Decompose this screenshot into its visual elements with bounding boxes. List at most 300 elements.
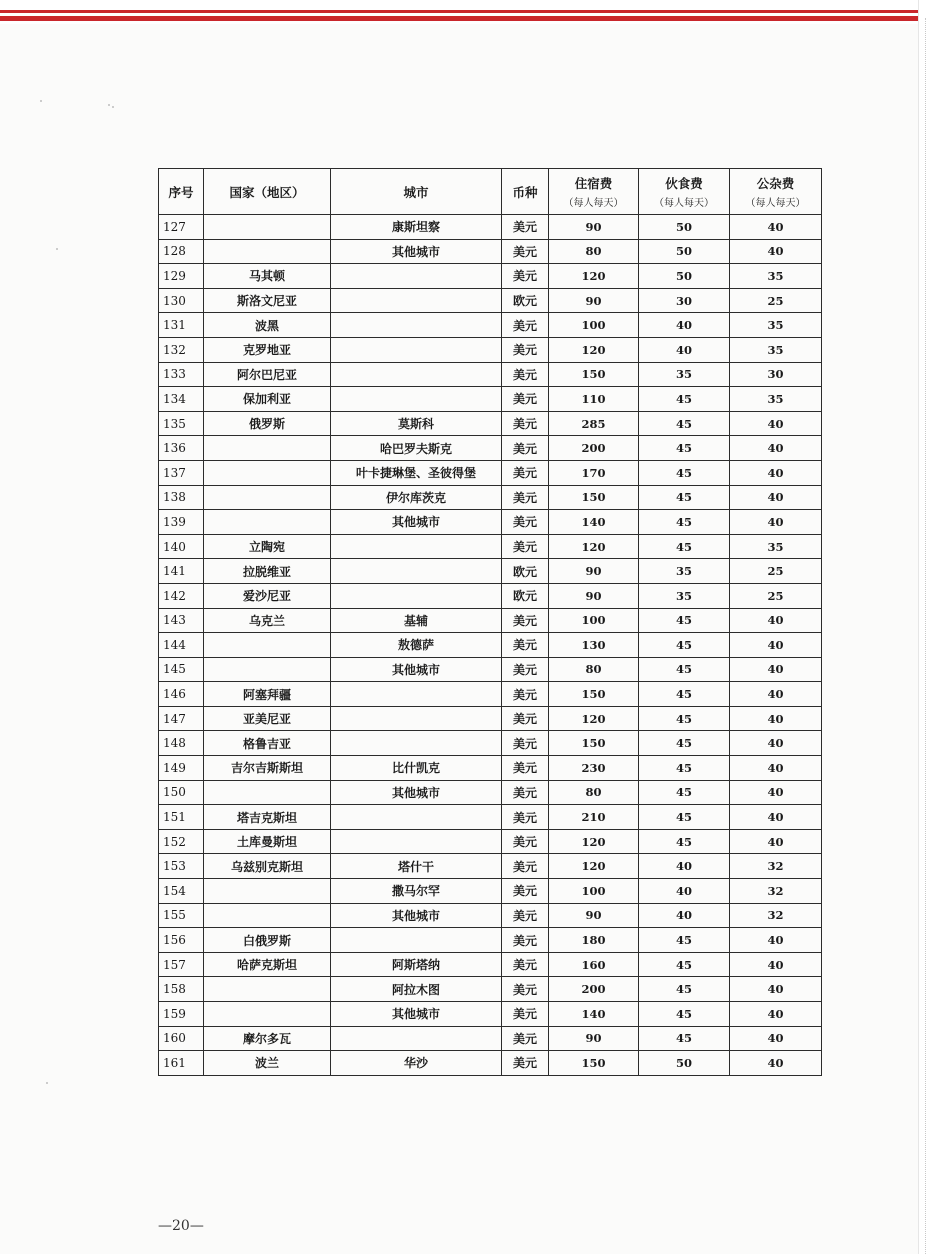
cell-meals: 50 bbox=[639, 264, 730, 289]
cell-currency: 美元 bbox=[502, 215, 549, 240]
cell-currency: 美元 bbox=[502, 411, 549, 436]
table-row bbox=[159, 387, 822, 412]
cell-seq: 151 bbox=[159, 805, 204, 830]
cell-misc: 40 bbox=[730, 239, 822, 264]
cell-country: 克罗地亚 bbox=[204, 337, 331, 362]
cell-currency: 美元 bbox=[502, 485, 549, 510]
table-row bbox=[159, 608, 822, 633]
cell-meals: 45 bbox=[639, 756, 730, 781]
table-row bbox=[159, 215, 822, 240]
table-row bbox=[159, 460, 822, 485]
table-row bbox=[159, 633, 822, 658]
cell-city: 其他城市 bbox=[331, 657, 502, 682]
cell-misc: 40 bbox=[730, 731, 822, 756]
cell-lodging: 150 bbox=[549, 731, 639, 756]
cell-seq: 157 bbox=[159, 952, 204, 977]
header-country: 国家（地区） bbox=[204, 169, 331, 215]
table-row bbox=[159, 657, 822, 682]
cell-lodging: 150 bbox=[549, 485, 639, 510]
table-row bbox=[159, 1051, 822, 1076]
cell-city: 叶卡捷琳堡、圣彼得堡 bbox=[331, 460, 502, 485]
cell-misc: 40 bbox=[730, 780, 822, 805]
cell-lodging: 90 bbox=[549, 1026, 639, 1051]
cell-lodging: 80 bbox=[549, 780, 639, 805]
cell-currency: 美元 bbox=[502, 731, 549, 756]
cell-misc: 40 bbox=[730, 952, 822, 977]
cell-city: 基辅 bbox=[331, 608, 502, 633]
cell-misc: 40 bbox=[730, 485, 822, 510]
cell-currency: 美元 bbox=[502, 633, 549, 658]
cell-meals: 40 bbox=[639, 903, 730, 928]
scan-speck bbox=[112, 106, 114, 108]
cell-city bbox=[331, 288, 502, 313]
cell-seq: 147 bbox=[159, 706, 204, 731]
table-row bbox=[159, 829, 822, 854]
table-row bbox=[159, 780, 822, 805]
table-row bbox=[159, 264, 822, 289]
table-row bbox=[159, 411, 822, 436]
cell-seq: 146 bbox=[159, 682, 204, 707]
cell-lodging: 90 bbox=[549, 559, 639, 584]
table-row bbox=[159, 928, 822, 953]
cell-currency: 美元 bbox=[502, 313, 549, 338]
cell-misc: 35 bbox=[730, 534, 822, 559]
cell-city: 其他城市 bbox=[331, 1002, 502, 1027]
cell-meals: 45 bbox=[639, 387, 730, 412]
cell-misc: 40 bbox=[730, 756, 822, 781]
cell-country: 格鲁吉亚 bbox=[204, 731, 331, 756]
cell-currency: 美元 bbox=[502, 928, 549, 953]
cell-city: 阿拉木图 bbox=[331, 977, 502, 1002]
cell-country: 保加利亚 bbox=[204, 387, 331, 412]
cell-lodging: 90 bbox=[549, 288, 639, 313]
cell-city bbox=[331, 337, 502, 362]
cell-currency: 美元 bbox=[502, 805, 549, 830]
table-row bbox=[159, 977, 822, 1002]
cell-country bbox=[204, 239, 331, 264]
cell-city bbox=[331, 829, 502, 854]
cell-misc: 40 bbox=[730, 657, 822, 682]
table-row bbox=[159, 510, 822, 535]
cell-seq: 156 bbox=[159, 928, 204, 953]
header-misc bbox=[730, 169, 822, 215]
cell-city: 华沙 bbox=[331, 1051, 502, 1076]
cell-misc: 40 bbox=[730, 1051, 822, 1076]
cell-currency: 美元 bbox=[502, 1051, 549, 1076]
table-row bbox=[159, 313, 822, 338]
cell-lodging: 120 bbox=[549, 264, 639, 289]
cell-misc: 40 bbox=[730, 928, 822, 953]
cell-seq: 131 bbox=[159, 313, 204, 338]
header-currency: 币种 bbox=[502, 169, 549, 215]
table-row bbox=[159, 239, 822, 264]
cell-meals: 45 bbox=[639, 829, 730, 854]
cell-seq: 137 bbox=[159, 460, 204, 485]
cell-country bbox=[204, 215, 331, 240]
cell-seq: 130 bbox=[159, 288, 204, 313]
cell-seq: 141 bbox=[159, 559, 204, 584]
cell-city bbox=[331, 313, 502, 338]
cell-country bbox=[204, 510, 331, 535]
cell-currency: 美元 bbox=[502, 1002, 549, 1027]
cell-city: 哈巴罗夫斯克 bbox=[331, 436, 502, 461]
cell-city: 伊尔库茨克 bbox=[331, 485, 502, 510]
cell-seq: 154 bbox=[159, 879, 204, 904]
cell-lodging: 110 bbox=[549, 387, 639, 412]
header-city: 城市 bbox=[331, 169, 502, 215]
cell-country: 马其顿 bbox=[204, 264, 331, 289]
cell-city: 其他城市 bbox=[331, 903, 502, 928]
cell-meals: 45 bbox=[639, 952, 730, 977]
cell-country: 波黑 bbox=[204, 313, 331, 338]
cell-lodging: 180 bbox=[549, 928, 639, 953]
cell-seq: 134 bbox=[159, 387, 204, 412]
cell-currency: 欧元 bbox=[502, 559, 549, 584]
cell-country: 摩尔多瓦 bbox=[204, 1026, 331, 1051]
cell-lodging: 120 bbox=[549, 854, 639, 879]
cell-lodging: 150 bbox=[549, 682, 639, 707]
travel-fee-table bbox=[158, 168, 822, 1076]
cell-city: 其他城市 bbox=[331, 780, 502, 805]
table-row bbox=[159, 879, 822, 904]
header-lodging-label: 住宿费 bbox=[574, 176, 613, 191]
cell-misc: 35 bbox=[730, 387, 822, 412]
cell-country: 爱沙尼亚 bbox=[204, 583, 331, 608]
cell-country bbox=[204, 485, 331, 510]
cell-misc: 40 bbox=[730, 1002, 822, 1027]
cell-meals: 40 bbox=[639, 337, 730, 362]
cell-currency: 美元 bbox=[502, 682, 549, 707]
cell-city bbox=[331, 583, 502, 608]
cell-currency: 美元 bbox=[502, 977, 549, 1002]
cell-lodging: 120 bbox=[549, 534, 639, 559]
cell-misc: 40 bbox=[730, 215, 822, 240]
cell-country: 哈萨克斯坦 bbox=[204, 952, 331, 977]
cell-meals: 35 bbox=[639, 583, 730, 608]
scan-speck bbox=[40, 100, 42, 102]
table-row bbox=[159, 583, 822, 608]
cell-currency: 美元 bbox=[502, 264, 549, 289]
cell-city: 比什凯克 bbox=[331, 756, 502, 781]
cell-misc: 30 bbox=[730, 362, 822, 387]
cell-seq: 129 bbox=[159, 264, 204, 289]
cell-city: 其他城市 bbox=[331, 510, 502, 535]
cell-seq: 150 bbox=[159, 780, 204, 805]
cell-city bbox=[331, 682, 502, 707]
cell-seq: 143 bbox=[159, 608, 204, 633]
cell-country bbox=[204, 879, 331, 904]
header-lodging-unit: （每人每天） bbox=[563, 198, 624, 209]
cell-city bbox=[331, 534, 502, 559]
cell-lodging: 120 bbox=[549, 829, 639, 854]
cell-currency: 美元 bbox=[502, 510, 549, 535]
cell-meals: 45 bbox=[639, 534, 730, 559]
cell-misc: 40 bbox=[730, 805, 822, 830]
cell-lodging: 230 bbox=[549, 756, 639, 781]
cell-seq: 149 bbox=[159, 756, 204, 781]
cell-lodging: 200 bbox=[549, 436, 639, 461]
scan-speck bbox=[46, 1082, 48, 1084]
cell-lodging: 120 bbox=[549, 706, 639, 731]
scan-speck bbox=[56, 248, 58, 250]
table-body bbox=[159, 215, 822, 1076]
cell-lodging: 120 bbox=[549, 337, 639, 362]
cell-misc: 25 bbox=[730, 583, 822, 608]
cell-seq: 144 bbox=[159, 633, 204, 658]
cell-seq: 159 bbox=[159, 1002, 204, 1027]
cell-misc: 35 bbox=[730, 264, 822, 289]
table-row bbox=[159, 1026, 822, 1051]
cell-city: 康斯坦察 bbox=[331, 215, 502, 240]
cell-country bbox=[204, 977, 331, 1002]
cell-country bbox=[204, 460, 331, 485]
cell-misc: 40 bbox=[730, 510, 822, 535]
cell-city: 敖德萨 bbox=[331, 633, 502, 658]
cell-currency: 美元 bbox=[502, 706, 549, 731]
cell-currency: 美元 bbox=[502, 387, 549, 412]
cell-currency: 美元 bbox=[502, 780, 549, 805]
cell-seq: 135 bbox=[159, 411, 204, 436]
cell-country: 立陶宛 bbox=[204, 534, 331, 559]
cell-meals: 45 bbox=[639, 411, 730, 436]
cell-meals: 45 bbox=[639, 682, 730, 707]
cell-meals: 45 bbox=[639, 460, 730, 485]
cell-currency: 美元 bbox=[502, 608, 549, 633]
cell-meals: 45 bbox=[639, 780, 730, 805]
table-row bbox=[159, 706, 822, 731]
cell-seq: 152 bbox=[159, 829, 204, 854]
cell-lodging: 285 bbox=[549, 411, 639, 436]
table-row bbox=[159, 534, 822, 559]
table-row bbox=[159, 952, 822, 977]
cell-city bbox=[331, 805, 502, 830]
cell-currency: 美元 bbox=[502, 239, 549, 264]
cell-misc: 32 bbox=[730, 903, 822, 928]
cell-lodging: 160 bbox=[549, 952, 639, 977]
cell-misc: 40 bbox=[730, 460, 822, 485]
cell-meals: 50 bbox=[639, 239, 730, 264]
cell-lodging: 90 bbox=[549, 903, 639, 928]
cell-seq: 140 bbox=[159, 534, 204, 559]
cell-city: 其他城市 bbox=[331, 239, 502, 264]
cell-meals: 45 bbox=[639, 608, 730, 633]
cell-country bbox=[204, 903, 331, 928]
cell-misc: 40 bbox=[730, 706, 822, 731]
cell-meals: 35 bbox=[639, 362, 730, 387]
cell-currency: 美元 bbox=[502, 657, 549, 682]
cell-meals: 30 bbox=[639, 288, 730, 313]
cell-city bbox=[331, 928, 502, 953]
cell-misc: 40 bbox=[730, 436, 822, 461]
cell-city: 塔什干 bbox=[331, 854, 502, 879]
cell-misc: 40 bbox=[730, 829, 822, 854]
cell-seq: 160 bbox=[159, 1026, 204, 1051]
cell-seq: 148 bbox=[159, 731, 204, 756]
cell-country: 土库曼斯坦 bbox=[204, 829, 331, 854]
cell-meals: 50 bbox=[639, 1051, 730, 1076]
header-meals bbox=[639, 169, 730, 215]
cell-country bbox=[204, 633, 331, 658]
cell-seq: 128 bbox=[159, 239, 204, 264]
cell-lodging: 150 bbox=[549, 362, 639, 387]
cell-meals: 50 bbox=[639, 215, 730, 240]
table-row bbox=[159, 288, 822, 313]
table-header-row bbox=[159, 169, 822, 215]
cell-seq: 145 bbox=[159, 657, 204, 682]
cell-lodging: 80 bbox=[549, 239, 639, 264]
top-red-rule bbox=[0, 10, 918, 24]
cell-lodging: 80 bbox=[549, 657, 639, 682]
cell-seq: 133 bbox=[159, 362, 204, 387]
cell-lodging: 150 bbox=[549, 1051, 639, 1076]
header-misc-unit: （每人每天） bbox=[745, 198, 806, 209]
cell-misc: 40 bbox=[730, 411, 822, 436]
table-row bbox=[159, 362, 822, 387]
table-row bbox=[159, 731, 822, 756]
header-meals-label: 伙食费 bbox=[665, 176, 703, 191]
scan-speck bbox=[108, 104, 110, 106]
table-row bbox=[159, 1002, 822, 1027]
cell-city: 阿斯塔纳 bbox=[331, 952, 502, 977]
cell-misc: 40 bbox=[730, 633, 822, 658]
cell-currency: 美元 bbox=[502, 854, 549, 879]
cell-city: 莫斯科 bbox=[331, 411, 502, 436]
cell-meals: 45 bbox=[639, 731, 730, 756]
cell-seq: 158 bbox=[159, 977, 204, 1002]
cell-country: 乌克兰 bbox=[204, 608, 331, 633]
cell-lodging: 90 bbox=[549, 215, 639, 240]
cell-lodging: 90 bbox=[549, 583, 639, 608]
cell-meals: 45 bbox=[639, 1002, 730, 1027]
page-number: —20— bbox=[158, 1218, 204, 1234]
cell-currency: 美元 bbox=[502, 903, 549, 928]
table-row bbox=[159, 756, 822, 781]
cell-lodging: 170 bbox=[549, 460, 639, 485]
cell-meals: 45 bbox=[639, 633, 730, 658]
cell-meals: 40 bbox=[639, 879, 730, 904]
cell-country: 阿尔巴尼亚 bbox=[204, 362, 331, 387]
cell-city bbox=[331, 1026, 502, 1051]
header-misc-label: 公杂费 bbox=[756, 176, 795, 191]
cell-country: 俄罗斯 bbox=[204, 411, 331, 436]
header-lodging bbox=[549, 169, 639, 215]
cell-misc: 32 bbox=[730, 879, 822, 904]
cell-city bbox=[331, 559, 502, 584]
cell-meals: 45 bbox=[639, 928, 730, 953]
cell-seq: 153 bbox=[159, 854, 204, 879]
cell-seq: 138 bbox=[159, 485, 204, 510]
cell-currency: 美元 bbox=[502, 756, 549, 781]
table-row bbox=[159, 903, 822, 928]
cell-country: 乌兹别克斯坦 bbox=[204, 854, 331, 879]
cell-meals: 45 bbox=[639, 977, 730, 1002]
cell-meals: 45 bbox=[639, 657, 730, 682]
cell-city bbox=[331, 362, 502, 387]
cell-misc: 32 bbox=[730, 854, 822, 879]
cell-lodging: 100 bbox=[549, 313, 639, 338]
cell-city: 撒马尔罕 bbox=[331, 879, 502, 904]
cell-currency: 美元 bbox=[502, 879, 549, 904]
cell-misc: 40 bbox=[730, 1026, 822, 1051]
cell-seq: 132 bbox=[159, 337, 204, 362]
cell-lodging: 130 bbox=[549, 633, 639, 658]
cell-seq: 127 bbox=[159, 215, 204, 240]
cell-meals: 45 bbox=[639, 436, 730, 461]
header-seq: 序号 bbox=[159, 169, 204, 215]
cell-lodging: 200 bbox=[549, 977, 639, 1002]
cell-currency: 美元 bbox=[502, 1026, 549, 1051]
table-row bbox=[159, 559, 822, 584]
page-right-edge bbox=[918, 0, 942, 1254]
cell-currency: 欧元 bbox=[502, 583, 549, 608]
cell-currency: 美元 bbox=[502, 362, 549, 387]
cell-seq: 142 bbox=[159, 583, 204, 608]
cell-city bbox=[331, 387, 502, 412]
cell-city bbox=[331, 264, 502, 289]
cell-lodging: 210 bbox=[549, 805, 639, 830]
cell-country: 斯洛文尼亚 bbox=[204, 288, 331, 313]
cell-meals: 45 bbox=[639, 706, 730, 731]
cell-currency: 美元 bbox=[502, 460, 549, 485]
cell-seq: 155 bbox=[159, 903, 204, 928]
cell-meals: 45 bbox=[639, 805, 730, 830]
cell-country bbox=[204, 657, 331, 682]
cell-meals: 45 bbox=[639, 1026, 730, 1051]
table-row bbox=[159, 854, 822, 879]
cell-country: 白俄罗斯 bbox=[204, 928, 331, 953]
cell-country: 塔吉克斯坦 bbox=[204, 805, 331, 830]
table-row bbox=[159, 436, 822, 461]
cell-currency: 欧元 bbox=[502, 288, 549, 313]
top-red-line-thin bbox=[0, 10, 918, 13]
cell-misc: 35 bbox=[730, 313, 822, 338]
cell-country: 阿塞拜疆 bbox=[204, 682, 331, 707]
cell-misc: 25 bbox=[730, 288, 822, 313]
cell-meals: 35 bbox=[639, 559, 730, 584]
cell-currency: 美元 bbox=[502, 337, 549, 362]
table-row bbox=[159, 682, 822, 707]
cell-seq: 139 bbox=[159, 510, 204, 535]
cell-country bbox=[204, 780, 331, 805]
cell-country: 吉尔吉斯斯坦 bbox=[204, 756, 331, 781]
table-row bbox=[159, 337, 822, 362]
cell-city bbox=[331, 706, 502, 731]
cell-seq: 136 bbox=[159, 436, 204, 461]
table-row bbox=[159, 805, 822, 830]
page-edge-dotted-line bbox=[925, 18, 927, 1254]
cell-lodging: 100 bbox=[549, 608, 639, 633]
cell-country: 波兰 bbox=[204, 1051, 331, 1076]
header-meals-unit: （每人每天） bbox=[654, 198, 714, 209]
cell-currency: 美元 bbox=[502, 436, 549, 461]
cell-country: 拉脱维亚 bbox=[204, 559, 331, 584]
cell-city bbox=[331, 731, 502, 756]
cell-misc: 35 bbox=[730, 337, 822, 362]
cell-country: 亚美尼亚 bbox=[204, 706, 331, 731]
table-row bbox=[159, 485, 822, 510]
top-red-line-thick bbox=[0, 16, 918, 21]
cell-misc: 40 bbox=[730, 608, 822, 633]
cell-country bbox=[204, 1002, 331, 1027]
cell-misc: 40 bbox=[730, 682, 822, 707]
cell-meals: 45 bbox=[639, 510, 730, 535]
cell-currency: 美元 bbox=[502, 829, 549, 854]
cell-misc: 25 bbox=[730, 559, 822, 584]
cell-meals: 45 bbox=[639, 485, 730, 510]
cell-seq: 161 bbox=[159, 1051, 204, 1076]
cell-country bbox=[204, 436, 331, 461]
cell-meals: 40 bbox=[639, 313, 730, 338]
